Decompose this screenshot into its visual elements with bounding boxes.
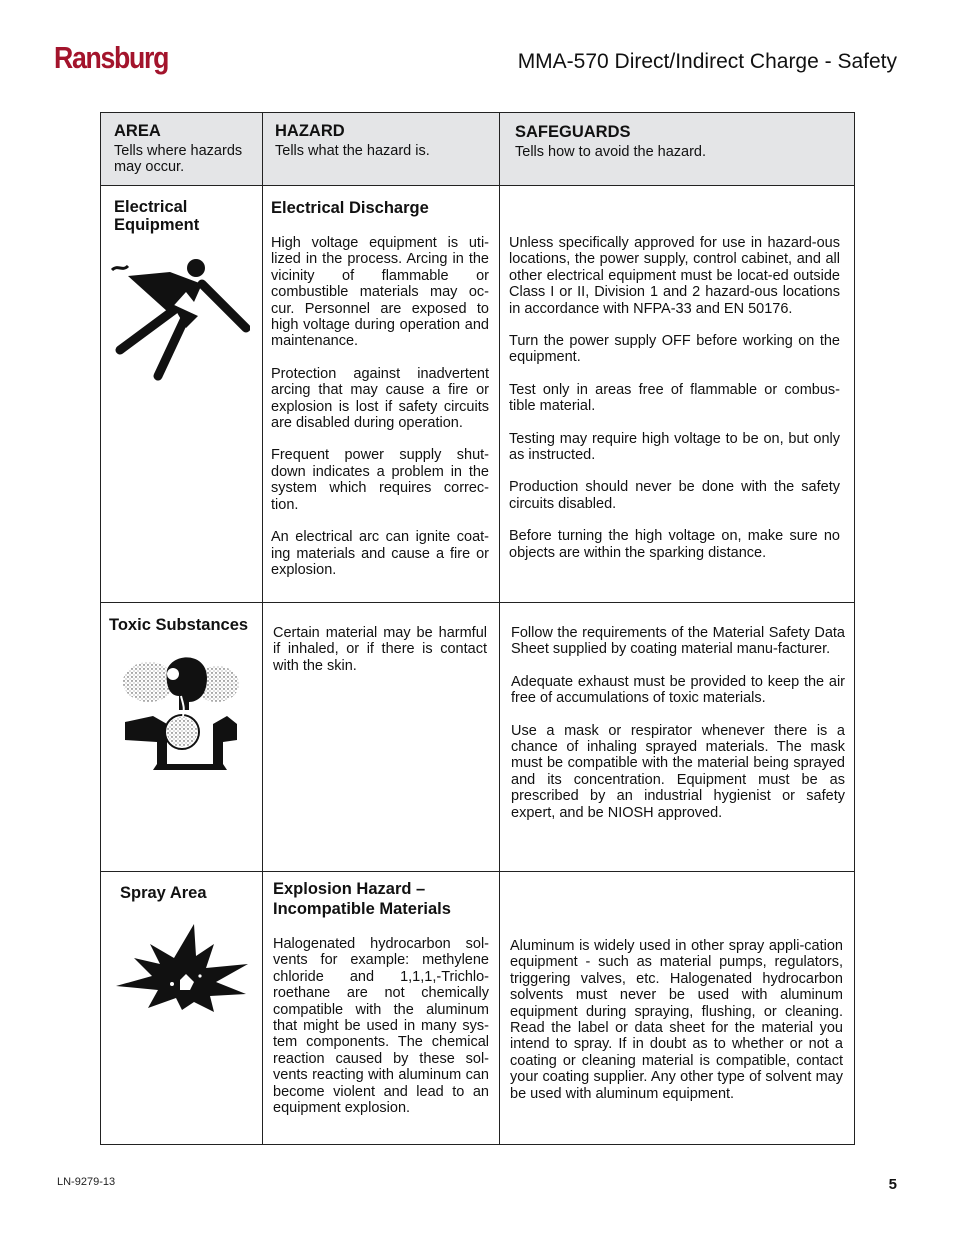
safeguard-paragraph: Aluminum is widely used in other spray appli-cation equipment - such as material pumps, regulators, triggering valves, etc. Halogenated hydrocarbon solvents must never be used with aluminum equipment during spraying, flushing, or cleaning. Read the label or data sheet for the material you intend to spray. If in doubt as to whether or not a coating or cleaning material is compatible, contact your coating supplier. Any other type of solvent may be used with aluminum equipment. (510, 938, 843, 1102)
safeguards-cell (500, 186, 855, 603)
hazard-paragraph: Frequent power supply shut-down indicates a problem in the system which requires correc-tion. (271, 447, 489, 513)
header-safeguards (500, 113, 855, 186)
hazard-cell (263, 186, 500, 603)
header-area-desc: Tells where hazards may occur. (114, 143, 243, 175)
hazard-paragraph: High voltage equipment is uti-lized in the process. Arcing in the vicinity of flammable or combustible materials may oc-cur. Personnel are exposed to high voltage during operation and maintenance. (271, 235, 489, 350)
area-title: Spray Area (120, 884, 207, 902)
safeguard-paragraph: Adequate exhaust must be provided to keep the air free of accumulations of toxic materials. (511, 673, 845, 707)
table-row (101, 872, 855, 1145)
safeguard-paragraph: Test only in areas free of flammable or combus-tible material. (509, 381, 840, 415)
header-hazard (263, 113, 500, 186)
area-title: Toxic Substances (109, 616, 249, 634)
brand-logo: Ransburg (54, 40, 169, 75)
explosion-icon (114, 924, 250, 1024)
header-area (101, 113, 263, 186)
safety-table (100, 112, 855, 1145)
hazard-title: Explosion Hazard – Incompatible Materials (273, 880, 451, 918)
header-area-label: AREA (114, 122, 161, 140)
hazard-cell (263, 872, 500, 1145)
header-hazard-label: HAZARD (275, 122, 345, 140)
safeguards-cell (500, 603, 855, 872)
header-safeguards-desc: Tells how to avoid the hazard. (515, 144, 707, 160)
electrical-shock-icon (110, 254, 250, 384)
header-safeguards-label: SAFEGUARDS (515, 123, 631, 141)
toxic-inhalation-icon (123, 652, 243, 770)
safeguard-paragraph: Follow the requirements of the Material Safety Data Sheet supplied by coating material manu-facturer. (511, 625, 845, 658)
hazard-cell (263, 603, 500, 872)
header-hazard-desc: Tells what the hazard is. (275, 143, 430, 159)
hazard-title: Electrical Discharge (271, 199, 429, 217)
hazard-paragraph: Certain material may be harmful if inhaled, or if there is contact with the skin. (273, 625, 487, 674)
area-cell (101, 872, 263, 1145)
hazard-paragraph: An electrical arc can ignite coat-ing materials and cause a fire or explosion. (271, 529, 489, 578)
safeguards-cell (500, 872, 855, 1145)
hazard-paragraph: Protection against inadvertent arcing that may cause a fire or explosion is lost if safety circuits are disabled during operation. (271, 365, 489, 432)
safeguard-paragraph: Use a mask or respirator whenever there is a chance of inhaling sprayed materials. The mask must be compatible with the material being sprayed and its concentration. Equipment must be as prescribed by an industrial hygienist or safety expert, and be NIOSH approved. (511, 722, 845, 821)
safeguard-paragraph: Testing may require high voltage to be on, but only as instructed. (509, 430, 840, 464)
table-row (101, 603, 855, 872)
area-cell (101, 186, 263, 603)
safeguard-paragraph: Production should never be done with the safety circuits disabled. (509, 479, 840, 512)
document-number: LN-9279-13 (57, 1176, 116, 1188)
safeguard-paragraph: Before turning the high voltage on, make sure no objects are within the sparking distance. (509, 528, 840, 561)
table-row (101, 186, 855, 603)
area-title: Electrical Equipment (114, 198, 200, 234)
area-cell (101, 603, 263, 872)
page-number: 5 (888, 1176, 897, 1193)
hazard-paragraph: Halogenated hydrocarbon sol-vents for example: methylene chloride and 1,1,1,-Trichlo-roethane are not chemically compatible with the aluminum that might be used in many sys-tem components. The chemical reaction caused by these sol-vents reacting with aluminum can become violent and lead to an equipment explosion. (273, 936, 489, 1117)
table-header-row (101, 113, 855, 186)
document-title: MMA-570 Direct/Indirect Charge - Safety (517, 50, 897, 73)
safeguard-paragraph: Turn the power supply OFF before working on the equipment. (509, 333, 840, 366)
safeguard-paragraph: Unless specifically approved for use in hazard-ous locations, the power supply, control cabinet, and all other electrical equipment must be locat-ed outside Class I or II, Division 1 and 2 hazard-ous locations in accordance with NFPA-33 and EN 50176. (509, 235, 840, 317)
